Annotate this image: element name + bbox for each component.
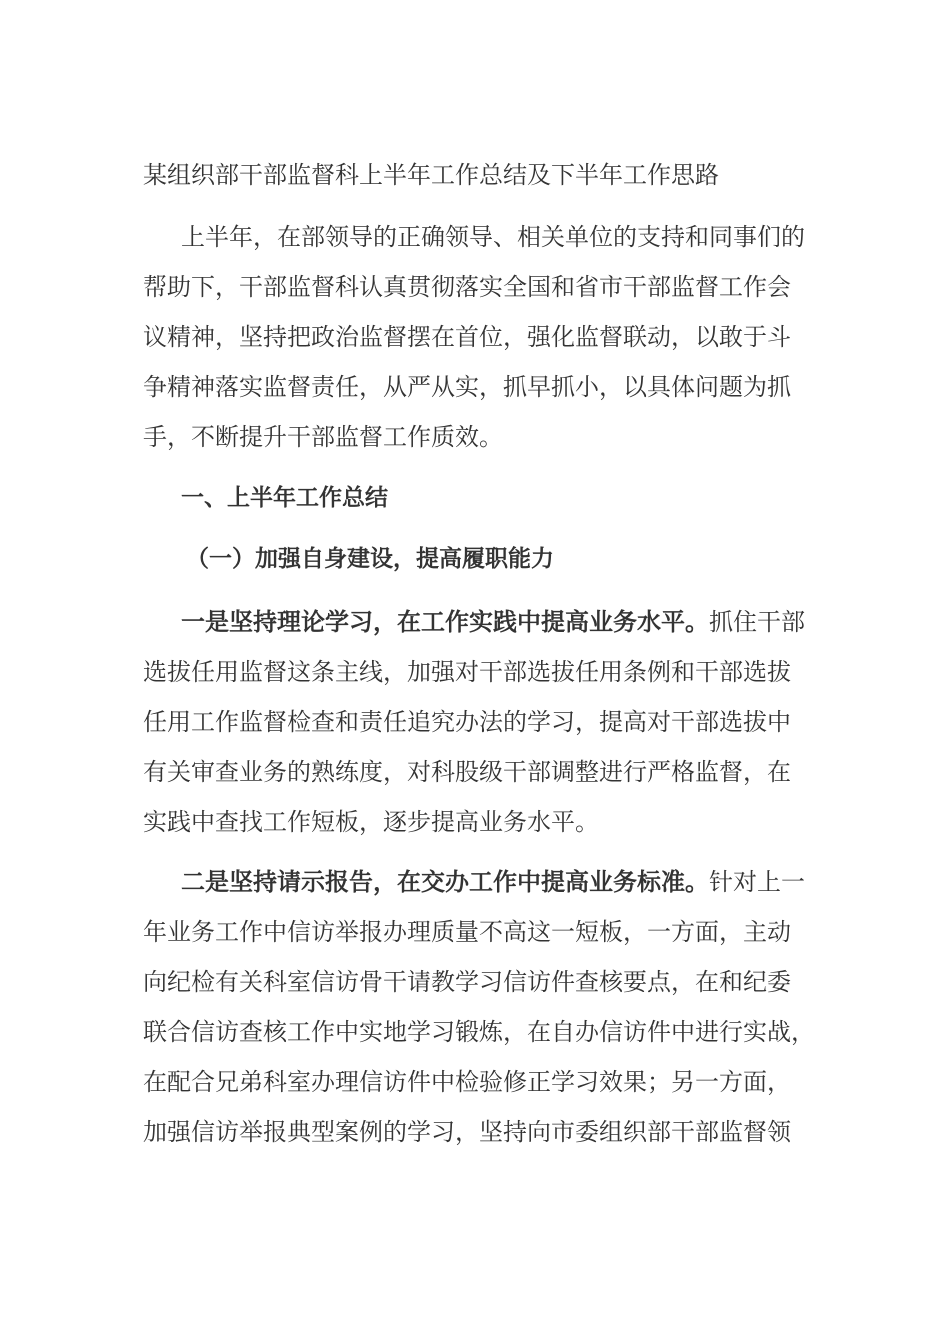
intro-line-4: 争精神落实监督责任，从严从实，抓早抓小，以具体问题为抓 [143, 373, 791, 401]
point-2-line-5: 在配合兄弟科室办理信访件中检验修正学习效果；另一方面， [143, 1068, 791, 1096]
point-1-first-rest: 抓住干部 [709, 608, 805, 636]
point-2-line-4: 联合信访查核工作中实地学习锻炼，在自办信访件中进行实战， [143, 1018, 815, 1046]
point-1-paragraph [143, 597, 823, 847]
intro-line-1: 上半年，在部领导的正确领导、相关单位的支持和同事们的 [181, 223, 805, 251]
point-2-paragraph [143, 857, 823, 1157]
intro-line-5: 手，不断提升干部监督工作质效。 [143, 423, 503, 451]
point-2-lead: 二是坚持请示报告，在交办工作中提高业务标准。 [181, 868, 709, 896]
point-1-first-line [143, 597, 823, 647]
intro-paragraph [143, 212, 823, 462]
point-1-line-5: 实践中查找工作短板，逐步提高业务水平。 [143, 808, 599, 836]
document-title: 某组织部干部监督科上半年工作总结及下半年工作思路 [143, 161, 719, 189]
section-heading-1: 一、上半年工作总结 [181, 485, 388, 511]
intro-line-3: 议精神，坚持把政治监督摆在首位，强化监督联动，以敢于斗 [143, 323, 791, 351]
point-2-line-6: 加强信访举报典型案例的学习，坚持向市委组织部干部监督领 [143, 1118, 791, 1146]
point-2-line-2: 年业务工作中信访举报办理质量不高这一短板，一方面，主动 [143, 918, 791, 946]
point-1-line-3: 任用工作监督检查和责任追究办法的学习，提高对干部选拔中 [143, 708, 791, 736]
point-2-first-line [143, 857, 823, 907]
intro-line-2: 帮助下，干部监督科认真贯彻落实全国和省市干部监督工作会 [143, 273, 791, 301]
point-1-lead: 一是坚持理论学习，在工作实践中提高业务水平。 [181, 608, 709, 636]
point-1-line-4: 有关审查业务的熟练度，对科股级干部调整进行严格监督，在 [143, 758, 791, 786]
point-1-line-2: 选拔任用监督这条主线，加强对干部选拔任用条例和干部选拔 [143, 658, 791, 686]
subsection-heading-1: （一）加强自身建设，提高履职能力 [186, 546, 554, 572]
point-2-first-rest: 针对上一 [709, 868, 805, 896]
point-2-line-3: 向纪检有关科室信访骨干请教学习信访件查核要点，在和纪委 [143, 968, 791, 996]
